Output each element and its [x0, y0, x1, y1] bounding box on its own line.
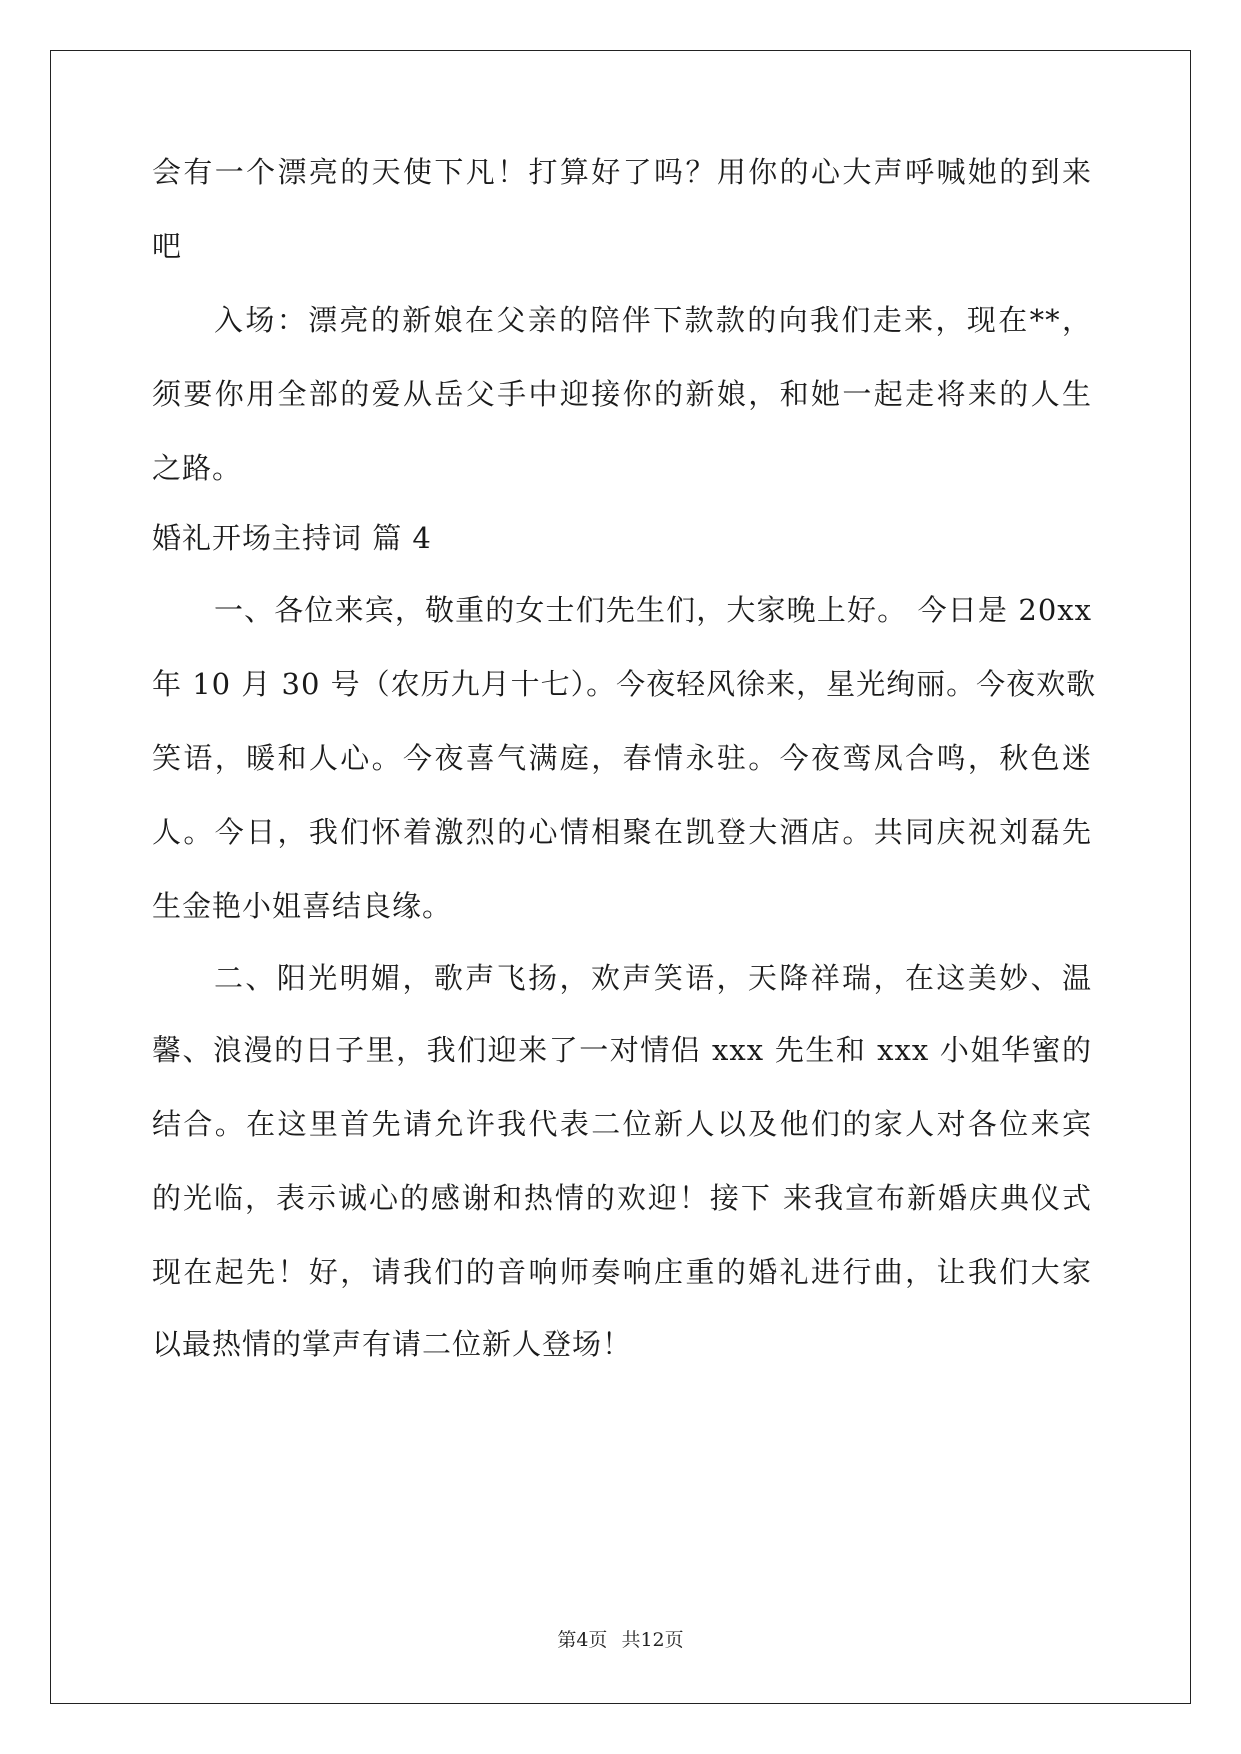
text-line: 吧: [152, 229, 183, 263]
text-line: 生金艳小姐喜结良缘。: [152, 889, 453, 923]
page-footer: [0, 1628, 1241, 1652]
page-border: [50, 50, 1191, 1704]
text-line: 笑语，暖和人心。今夜喜气满庭，春情永驻。今夜鸾凤合鸣，秋色迷: [152, 741, 1092, 775]
text-line: 结合。在这里首先请允许我代表二位新人以及他们的家人对各位来宾: [152, 1107, 1092, 1141]
text-line: 现在起先！好，请我们的音响师奏响庄重的婚礼进行曲，让我们大家: [152, 1255, 1092, 1289]
page-number: 第4页: [557, 1629, 608, 1651]
text-line: 会有一个漂亮的天使下凡！打算好了吗？用你的心大声呼喊她的到来: [152, 155, 1092, 189]
text-line: 人。今日，我们怀着激烈的心情相聚在凯登大酒店。共同庆祝刘磊先: [152, 815, 1092, 849]
text-line: 入场：漂亮的新娘在父亲的陪伴下款款的向我们走来，现在**，: [214, 303, 1092, 337]
text-line: 一、各位来宾，敬重的女士们先生们，大家晚上好。 今日是 20xx: [214, 593, 1092, 627]
text-line: 二、阳光明媚，歌声飞扬，欢声笑语，天降祥瑞，在这美妙、温: [214, 961, 1092, 995]
text-line: 之路。: [152, 451, 243, 485]
text-line: 须要你用全部的爱从岳父手中迎接你的新娘，和她一起走将来的人生: [152, 377, 1092, 411]
page-total: 共12页: [621, 1629, 684, 1651]
text-line: 年 10 月 30 号（农历九月十七）。今夜轻风徐来，星光绚丽。今夜欢歌: [152, 667, 1097, 701]
text-line: 的光临，表示诚心的感谢和热情的欢迎！接下 来我宣布新婚庆典仪式: [152, 1181, 1092, 1215]
section-heading: 婚礼开场主持词 篇 4: [152, 521, 432, 555]
text-line: 馨、浪漫的日子里，我们迎来了一对情侣 xxx 先生和 xxx 小姐华蜜的: [152, 1033, 1092, 1067]
text-line: 以最热情的掌声有请二位新人登场！: [152, 1327, 633, 1361]
